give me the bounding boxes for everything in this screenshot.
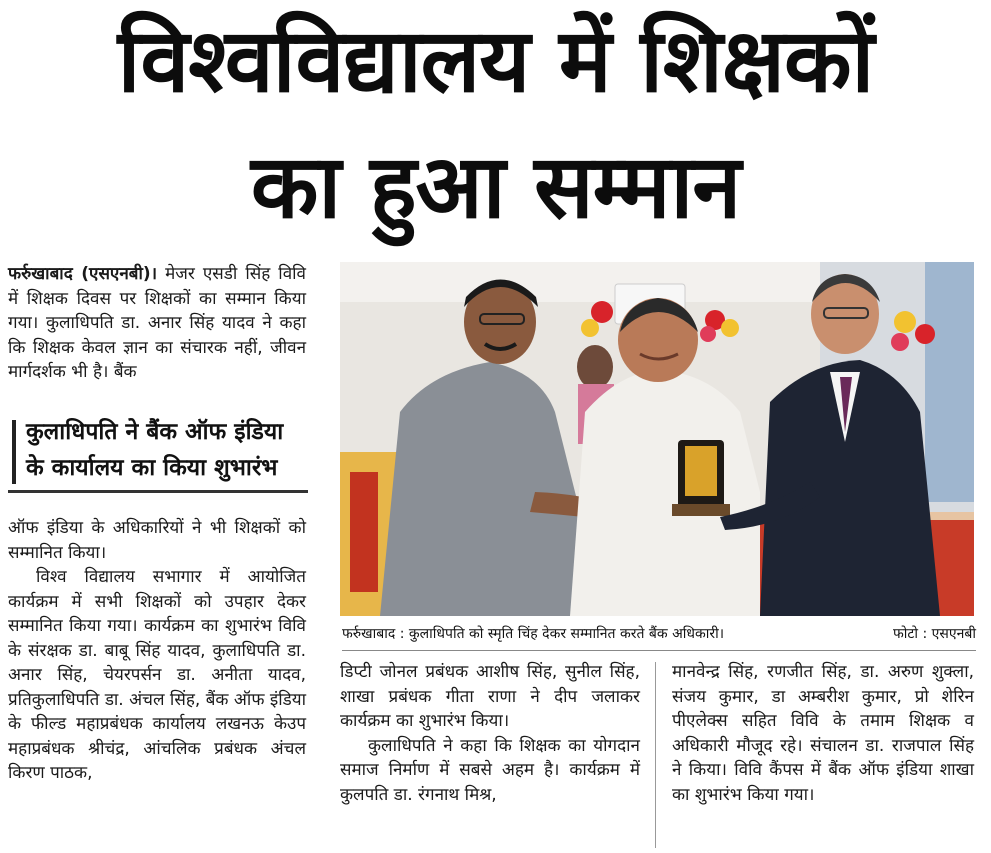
column-divider (655, 662, 656, 848)
caption-text: फर्रुखाबाद : कुलाधिपति को स्मृति चिंह देकर सम्मानित करते बैंक अधिकारी। (342, 626, 725, 642)
paragraph: डिप्टी जोनल प्रबंधक आशीष सिंह, सुनील सिंह, शाखा प्रबंधक गीता राणा ने दीप जलाकर कार्यक्रम का शुभारंभ किया। (340, 662, 640, 731)
paragraph: मानवेन्द्र सिंह, रणजीत सिंह, डा. अरुण शुक्ला, संजय कुमार, डा अम्बरीश कुमार, प्रो शेरिन पीएलेक्स सहित विवि के तमाम शिक्षक व अधिकारी मौजूद रहे। संचालन डा. राजपाल सिंह ने किया। विवि कैंपस में बैंक ऑफ इंडिया शाखा का शुभारंभ किया गया। (672, 662, 974, 805)
headline-line-1: विश्वविद्यालय में शिक्षकों (117, 9, 874, 112)
photo-illustration (340, 262, 974, 616)
paragraph: विश्व विद्यालय सभागार में आयोजित कार्यक्रम में सभी शिक्षकों को उपहार देकर सम्मानित किया गया। कार्यक्रम का शुभारंभ विवि के संरक्षक डा. बाबू सिंह यादव, कुलाधिपति डा. अनार सिंह, चेयरपर्सन डा. अनीता यादव, प्रतिकुलाधिपति डा. अंचल सिंह, बैंक ऑफ इंडिया के फील्ड महाप्रबंधक कार्यालय लखनऊ केउप महाप्रबंधक श्रीचंद्र, आंचलिक प्रबंधक अंचल किरण पाठक, (8, 567, 306, 783)
article-column-3 (672, 660, 974, 807)
news-photo (340, 262, 974, 616)
subheading: कुलाधिपति ने बैंक ऑफ इंडिया के कार्यालय का किया शुभारंभ (26, 419, 284, 481)
article-column-1-bottom (8, 516, 306, 786)
article-intro: मेजर एसडी सिंह विवि में शिक्षक दिवस पर शिक्षकों का सम्मान किया गया। कुलाधिपति डा. अनार सिंह यादव ने कहा कि शिक्षक केवल ज्ञान का संचारक नहीं, जीवन मार्गदर्शक भी है। बैंक (8, 264, 307, 382)
paragraph: कुलाधिपति ने कहा कि शिक्षक का योगदान समाज निर्माण में सबसे अहम है। कार्यक्रम में कुलपति डा. रंगनाथ मिश्र, (340, 735, 640, 805)
photo-caption (342, 620, 976, 651)
subheading-box (8, 408, 308, 493)
photo-credit: फोटो : एसएनबी (892, 626, 976, 642)
headline-line-2: का हुआ सम्मान (250, 135, 741, 238)
article-column-2 (340, 660, 640, 807)
subheading-bar (12, 420, 16, 484)
paragraph: ऑफ इंडिया के अधिकारियों ने भी शिक्षकों को सम्मानित किया। (8, 518, 306, 563)
article-column-1-top (8, 262, 306, 385)
dateline: फर्रुखाबाद (एसएनबी)। (8, 264, 158, 284)
